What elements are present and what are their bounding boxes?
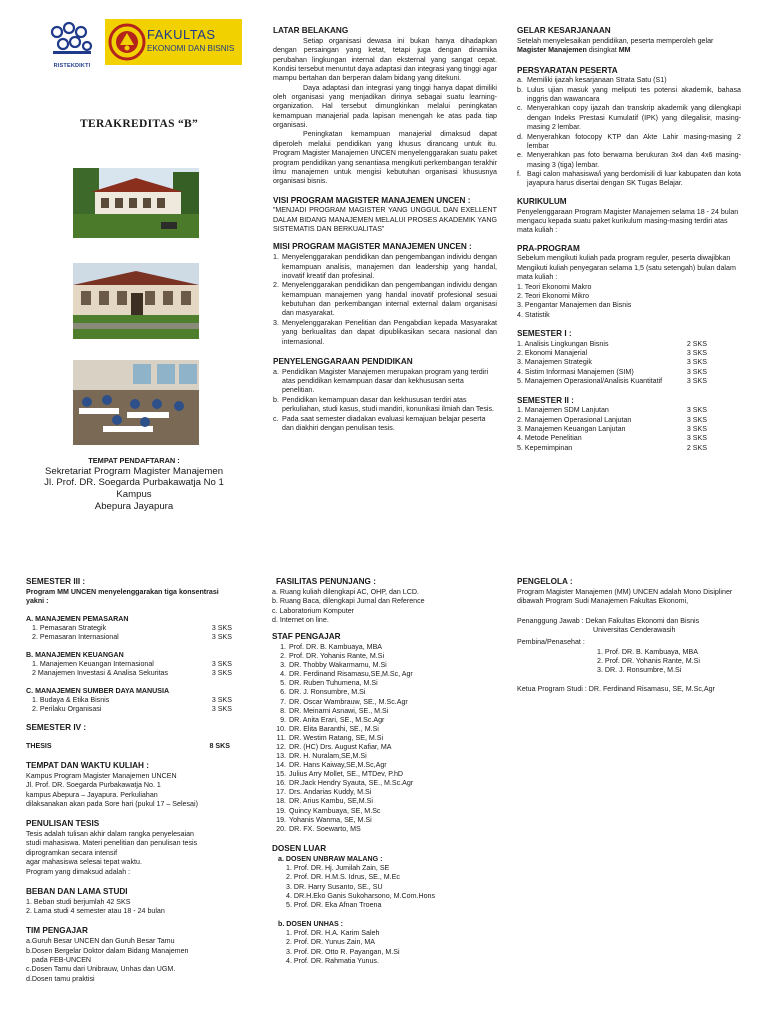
course-row: 2. Pemasaran Internasional 3 SKS xyxy=(32,633,232,642)
list-item: b. Ruang Baca, dilengkapi Jurnal dan Reference xyxy=(272,597,425,606)
beban-title: BEBAN DAN LAMA STUDI xyxy=(26,886,128,896)
gelar-text: Setelah menyelesaikan pendidikan, peserta memperoleh gelar Magister Manajemen disingkat MM xyxy=(517,36,714,55)
visi-text: ”MENJADI PROGRAM MAGISTER YANG UNGGUL DAN EXELLENT DALAM BIDANG MANAJEMEN MELALUI PROSES AKADEMIK YANG SISTEMATIS DAN BERKUALITAS” xyxy=(273,206,497,234)
text-line: Program yang dimaksud adalah : xyxy=(26,867,131,876)
campus-building-photo-2 xyxy=(73,263,199,339)
concentration-title: A. MANAJEMEN PEMASARAN xyxy=(26,614,129,623)
semester3-title: SEMESTER III : xyxy=(26,577,86,586)
accreditation-title: TERAKREDITAS “B” xyxy=(80,118,199,130)
pengelola-text: Program Magister Manajemen (MM) UNCEN adalah Mono Disipliner dibawah Program Sudi Manajemen Fakultas Ekonomi, xyxy=(517,587,733,606)
thesis-row: THESIS 8 SKS xyxy=(26,741,230,750)
list-item: c. Laboratorium Komputer xyxy=(272,606,355,615)
list-item: 10. DR. Elita Baranthi, SE., M.Si xyxy=(276,724,379,733)
praprogram-text: Sebelum mengikuti kuliah pada program reguler, peserta diwajibkan Mengikuti kuliah penyegaran selama 1,5 (satu setengah) bulan dalam mata kuliah : xyxy=(517,254,736,282)
registration-line: Jl. Prof. DR. Soegarda Purbakawatja No 1 Kampus xyxy=(44,477,224,501)
course-row: 2. Perilaku Organisasi 3 SKS xyxy=(32,705,232,714)
persyaratan-list xyxy=(517,76,741,188)
list-item: 11. DR. Westim Ratang, SE, M.Si xyxy=(276,733,384,742)
list-item: c. Pada saat semester diadakan evaluasi kemajuan belajar peserta dan diakhiri dengan penulisan tesis. xyxy=(273,414,486,432)
text-line: Tesis adalah tulisan akhir dalam rangka penyelesaian xyxy=(26,830,194,839)
course-row: 1. Manajemen Keuangan Internasional 3 SKS xyxy=(32,659,232,668)
list-item: 3. DR. Harry Susanto, SE., SU xyxy=(286,882,383,891)
top-middle-column xyxy=(273,26,497,433)
list-item: 9. DR. Anita Erari, SE., M.Sc.Agr xyxy=(280,715,385,724)
list-item: 4. Prof. DR. Rahmatia Yunus. xyxy=(286,957,379,966)
semester1-title: SEMESTER I : xyxy=(517,328,572,338)
faculty-name-line2: EKONOMI DAN BISNIS xyxy=(147,44,235,53)
list-item: 1. Menyelenggarakan pendidikan dan pengembangan individu dengan kemampuan analisis, manajemen dan leadership yang handal, inovatif kreatif dan profesinal. xyxy=(273,253,497,281)
list-item: 13. DR. H. Nuralam,SE,M.Si xyxy=(276,752,367,761)
concentration-title: C. MANAJEMEN SUMBER DAYA MANUSIA xyxy=(26,686,170,695)
list-item: 3. DR. Thobby Wakarmamu, M.Si xyxy=(280,661,387,670)
list-item: 4. Statistik xyxy=(517,310,550,319)
list-item: 18. DR. Arius Kambu, SE,M.Si xyxy=(276,797,373,806)
text-line: 1. Beban studi berjumlah 42 SKS xyxy=(26,897,131,906)
ristekdikti-emblem-icon xyxy=(47,20,97,58)
semester2-title: SEMESTER II : xyxy=(517,395,574,405)
list-item: 1. Prof. DR. Hj. Jumilah Zain, SE xyxy=(286,863,390,872)
text-line: kampus Abepura – Jayapura. Perkuliahan xyxy=(26,790,158,799)
list-item: 2. Menyelenggarakan pendidikan dan pengembangan individu dengan kemampuan manajemen yang handal inovatif profesional sesuai kebutuhan dan perkembangan internal external dalam organisasi dan masyarakat. xyxy=(273,281,497,318)
praprogram-title: PRA-PROGRAM xyxy=(517,243,580,253)
latar-paragraph-2: Daya adaptasi dan integrasi yang tinggi hanya dapat dimiliki oleh organisasi yang menjadikan dirinya sebagai suatu learning-organization. Hal tersebut dimungkinkan melalui peningkatan kemampuan manajerial pada lapisan menengah ke atas pada tiap organisasi. xyxy=(273,83,497,130)
list-item: 20. DR. FX. Soewarto, MS xyxy=(276,824,361,833)
kurikulum-title: KURIKULUM xyxy=(517,196,567,206)
penyelenggaraan-title: PENYELENGGARAAN PENDIDIKAN xyxy=(273,356,413,366)
gelar-title: GELAR KESARJANAAN xyxy=(517,26,611,35)
text-line: Jl. Prof. DR. Soegarda Purbakawatja No. 1 xyxy=(26,781,161,790)
dosen-luar-title: DOSEN LUAR xyxy=(272,843,327,853)
text-line: c.Dosen Tamu dari Unibrauw, Unhas dan UGM. xyxy=(26,965,176,974)
course-row: 4. Sistim Informasi Manajemen (SIM) 3 SKS xyxy=(517,367,707,376)
penanggung-jawab: Penanggung Jawab : Dekan Fakultas Ekonomi dan Bisnis xyxy=(517,616,700,625)
text-line: diprogramkan secara intensif xyxy=(26,848,118,857)
list-item: 4. DR.H.Eko Ganis Sukoharsono, M.Com.Hons xyxy=(286,892,436,900)
pembina-title: Pembina/Penasehat : xyxy=(517,638,585,647)
course-row: 2. Ekonomi Manajerial 3 SKS xyxy=(517,349,707,358)
course-row: 3. Manajemen Keuangan Lanjutan 3 SKS xyxy=(517,425,707,434)
course-row: 2. Manajemen Operasional Lanjutan 3 SKS xyxy=(517,415,707,424)
text-line: studi mahasiswa. Materi penelitian dan penulisan tesis xyxy=(26,839,198,848)
bottom-left-column xyxy=(26,577,238,984)
course-row: 4. Metode Penelitian 3 SKS xyxy=(517,434,707,443)
penulisan-title: PENULISAN TESIS xyxy=(26,819,100,829)
list-item: 19. Quincy Kambuaya, SE, M.Sc xyxy=(276,806,381,815)
semester2-list xyxy=(517,406,707,453)
faculty-name-line1: FAKULTAS xyxy=(147,27,216,42)
tempat-waktu-title: TEMPAT DAN WAKTU KULIAH : xyxy=(26,760,149,770)
list-item: 3. DR. J. Ronsumbre, M.Si xyxy=(597,666,682,675)
text-line: Kampus Program Magister Manajemen UNCEN xyxy=(26,771,177,780)
list-item: 7. DR. Oscar Wambrauw, SE., M.Sc.Agr xyxy=(280,697,408,706)
staf-title: STAF PENGAJAR xyxy=(272,632,341,642)
list-item: 12. DR. (HC) Drs. August Kafiar, MA xyxy=(276,742,392,751)
persyaratan-title: PERSYARATAN PESERTA xyxy=(517,65,618,75)
dosen-group-title: a. DOSEN UNBRAW MALANG : xyxy=(278,854,383,863)
latar-paragraph-3: Peningkatan kemampuan manajerial dimaksud dapat diperoleh melalui pendidikan yang khusus dirancang untuk itu. Program Magister Manajemen UNCEN menyelenggarakan suatu paket program pendidikan yang senantiasa mengikuti perkembangan terakhir ilmu manajemen untuk mengisi kebutuhan organisasi khususnya organisasi bisnis. xyxy=(273,130,497,186)
tim-title: TIM PENGAJAR xyxy=(26,926,88,936)
list-item: 1. Prof. DR. H.A. Karim Saleh xyxy=(286,929,380,938)
pembina-list xyxy=(517,648,747,676)
course-row: 1. Manajemen SDM Lanjutan 3 SKS xyxy=(517,406,707,415)
list-item: c. Menyerahkan copy ijazah dan transkrip akademik yang dilengkapi dengan Indeks Prestasi Kumulatif (IPK) yang dilegalisir, masing-masing 2 lembar. xyxy=(517,104,741,132)
text-line: dilaksanakan akan pada Sore hari (pukul 17 – Selesai) xyxy=(26,799,198,808)
course-row: 2 Manajemen Investasi & Analisa Sekuritas 3 SKS xyxy=(32,669,232,678)
registration-line: Sekretariat Program Magister Manajemen xyxy=(44,465,224,477)
text-line: pada FEB-UNCEN xyxy=(26,955,92,964)
list-item: f. Bagi calon mahasiswa/i yang berdomisili di luar kabupaten dan kota jayapura harus disertai dengan SK Tugas Belajar. xyxy=(517,169,741,188)
list-item: 2. Prof. DR. Yunus Zain, MA xyxy=(286,938,375,947)
course-row: 5. Manajemen Operasional/Analisis Kuantitatif 3 SKS xyxy=(517,377,707,386)
latar-paragraph-1: Setiap organisasi dewasa ini bukan hanya dihadapkan dengan persaingan yang ketat, tetapi juga dengan dinamika perubahan lingkungan internal dan eksternal yang sangat cepat. Kondisi tersebut menuntut daya adaptasi dan integrasi yang tinggi agar mampu bertahan dan berperan dalam bidang yang ditekuni. xyxy=(273,36,497,83)
list-item: 1. Prof. DR. B. Kambuaya, MBA xyxy=(280,643,383,652)
list-item: b. Pendidikan kemampuan dasar dan kekhususan terdiri atas perkuliahan, studi kasus, studi mandiri, konunikasi ilmiah dan Tesis. xyxy=(273,395,495,414)
staf-list xyxy=(272,643,492,834)
semester1-list xyxy=(517,340,707,387)
list-item: 1. Prof. DR. B. Kambuaya, MBA xyxy=(597,647,698,656)
course-row: 5. Kepemimpinan 2 SKS xyxy=(517,443,707,452)
text-line: b.Dosen Bergelar Doktor dalam Bidang Manajemen xyxy=(26,946,189,955)
text-line: d.Dosen tamu praktisi xyxy=(26,974,95,983)
penyelenggaraan-list xyxy=(273,368,497,434)
classroom-photo xyxy=(73,360,199,445)
list-item: 3. Menyelenggarakan Penelitian dan Pengabdian kepada Masyarakat yang berkualitas dan dapat dipublikasikan secara nasional dan internasional. xyxy=(273,318,497,346)
list-item: a. Ruang kuliah dilengkapi AC, OHP, dan LCD. xyxy=(272,587,419,596)
list-item: 3. Prof. DR. Otto R. Payangan, M.Si xyxy=(286,947,400,956)
course-row: 1. Budaya & Etika Bisnis 3 SKS xyxy=(32,696,232,705)
semester3-intro: Program MM UNCEN menyelenggarakan tiga konsentrasi yakni : xyxy=(26,587,219,606)
dosen-unhas-list xyxy=(272,929,492,966)
list-item: 2. Prof. DR. Yohanis Rante, M.Si xyxy=(597,656,700,665)
list-item: 5. Prof. DR. Eka Afnan Troena xyxy=(286,901,382,910)
misi-list xyxy=(273,253,497,347)
semester4-title: SEMESTER IV : xyxy=(26,722,87,732)
ristekdikti-label: RISTEKDIKTI xyxy=(53,63,91,69)
registration-block xyxy=(30,456,238,513)
list-item: 16. DR.Jack Hendry Syauta, SE., M.Sc.Agr xyxy=(276,779,414,788)
visi-title: VISI PROGRAM MAGISTER MANAJEMEN UNCEN : xyxy=(273,195,471,205)
list-item: 5. DR. Ruben Tuhumena, M.Si xyxy=(280,679,378,688)
list-item: 8. DR. Meinarni Asnawi, SE., M.Si xyxy=(280,706,389,715)
list-item: 4. DR. Ferdinand Risamasu,SE,M.Sc, Agr xyxy=(280,670,413,679)
registration-line: Abepura Jayapura xyxy=(94,500,174,512)
kurikulum-text: Penyelenggaraan Program Magister Manajemen selama 18 - 24 bulan mengacu kepada suatu paket kurikulum masing-masing terdiri atas mata kuliah : xyxy=(517,207,739,235)
text-line: agar mahasiswa selesai tepat waktu. xyxy=(26,858,142,867)
list-item: 3. Pengantar Manajemen dan Bisnis xyxy=(517,301,632,310)
pengelola-title: PENGELOLA : xyxy=(517,577,573,586)
list-item: 2. Prof. DR. H.M.S. Idrus, SE., M.Ec xyxy=(286,873,400,882)
course-row: 1. Pemasaran Strategik 3 SKS xyxy=(32,623,232,632)
list-item: 15. Julius Arry Mollet, SE., MTDev, P.hD xyxy=(276,770,404,779)
list-item: 2. Prof. DR. Yohanis Rante, M.Si xyxy=(280,652,385,661)
list-item: a. Memiliki ijazah kesarjanaan Strata Satu (S1) xyxy=(517,76,667,85)
bottom-middle-column xyxy=(272,577,492,967)
list-item: d. Menyerahkan fotocopy KTP dan Akte Lahir masing-masing 2 lembar xyxy=(517,132,741,150)
campus-building-photo-1 xyxy=(73,168,199,238)
uncen-crest-icon xyxy=(108,21,146,63)
text-line: 2. Lama studi 4 semester atau 18 - 24 bulan xyxy=(26,907,165,916)
list-item: a. Pendidikan Magister Manajemen merupakan program yang terdiri atas pendidikan kemampuan dasar dan kekhususan serta penelitian. xyxy=(273,367,489,395)
list-item: 2. Teori Ekonomi Mikro xyxy=(517,291,590,300)
list-item: d. Internet on line. xyxy=(272,615,329,624)
list-item: 14. DR. Hans Kaiway,SE,M.Sc,Agr xyxy=(276,761,387,770)
bottom-right-column xyxy=(517,577,747,694)
list-item: 19. Yohanis Wanma, SE, M.Si xyxy=(276,815,372,824)
dosen-group-title: b. DOSEN UNHAS : xyxy=(278,919,344,928)
fasilitas-title: FASILITAS PENUNJANG : xyxy=(276,577,376,586)
list-item: 6. DR. J. Ronsumbre, M.Si xyxy=(280,688,366,697)
list-item: 17. Drs. Andarias Kuddy, M.Si xyxy=(276,788,372,797)
faculty-logo-banner xyxy=(105,19,242,65)
course-row: 1. Analisis Lingkungan Bisnis 2 SKS xyxy=(517,339,707,348)
registration-title: TEMPAT PENDAFTARAN : xyxy=(88,456,180,465)
top-right-column xyxy=(517,26,741,453)
concentration-title: B. MANAJEMEN KEUANGAN xyxy=(26,650,124,659)
list-item: b. Lulus ujian masuk yang meliputi tes potensi akademik, bahasa inggris dan wawancara xyxy=(517,85,741,104)
course-row: 3. Manajemen Strategik 3 SKS xyxy=(517,358,707,367)
ketua-program-studi: Ketua Program Studi : DR. Ferdinand Risamasu, SE, M.Sc,Agr xyxy=(517,684,715,693)
misi-title: MISI PROGRAM MAGISTER MANAJEMEN UNCEN : xyxy=(273,242,472,252)
latar-title: LATAR BELAKANG xyxy=(273,26,349,35)
dosen-unbraw-list xyxy=(272,864,492,911)
ristekdikti-logo xyxy=(47,20,97,69)
penanggung-jawab-university: Universitas Cenderawasih xyxy=(593,625,676,634)
list-item: 1. Teori Ekonomi Makro xyxy=(517,282,592,291)
text-line: a.Guruh Besar UNCEN dan Guruh Besar Tamu xyxy=(26,937,175,946)
list-item: e. Menyerahkan pas foto berwarna berukuran 3x4 dan 4x6 masing-masing 3 (tiga) lembar. xyxy=(517,151,741,169)
